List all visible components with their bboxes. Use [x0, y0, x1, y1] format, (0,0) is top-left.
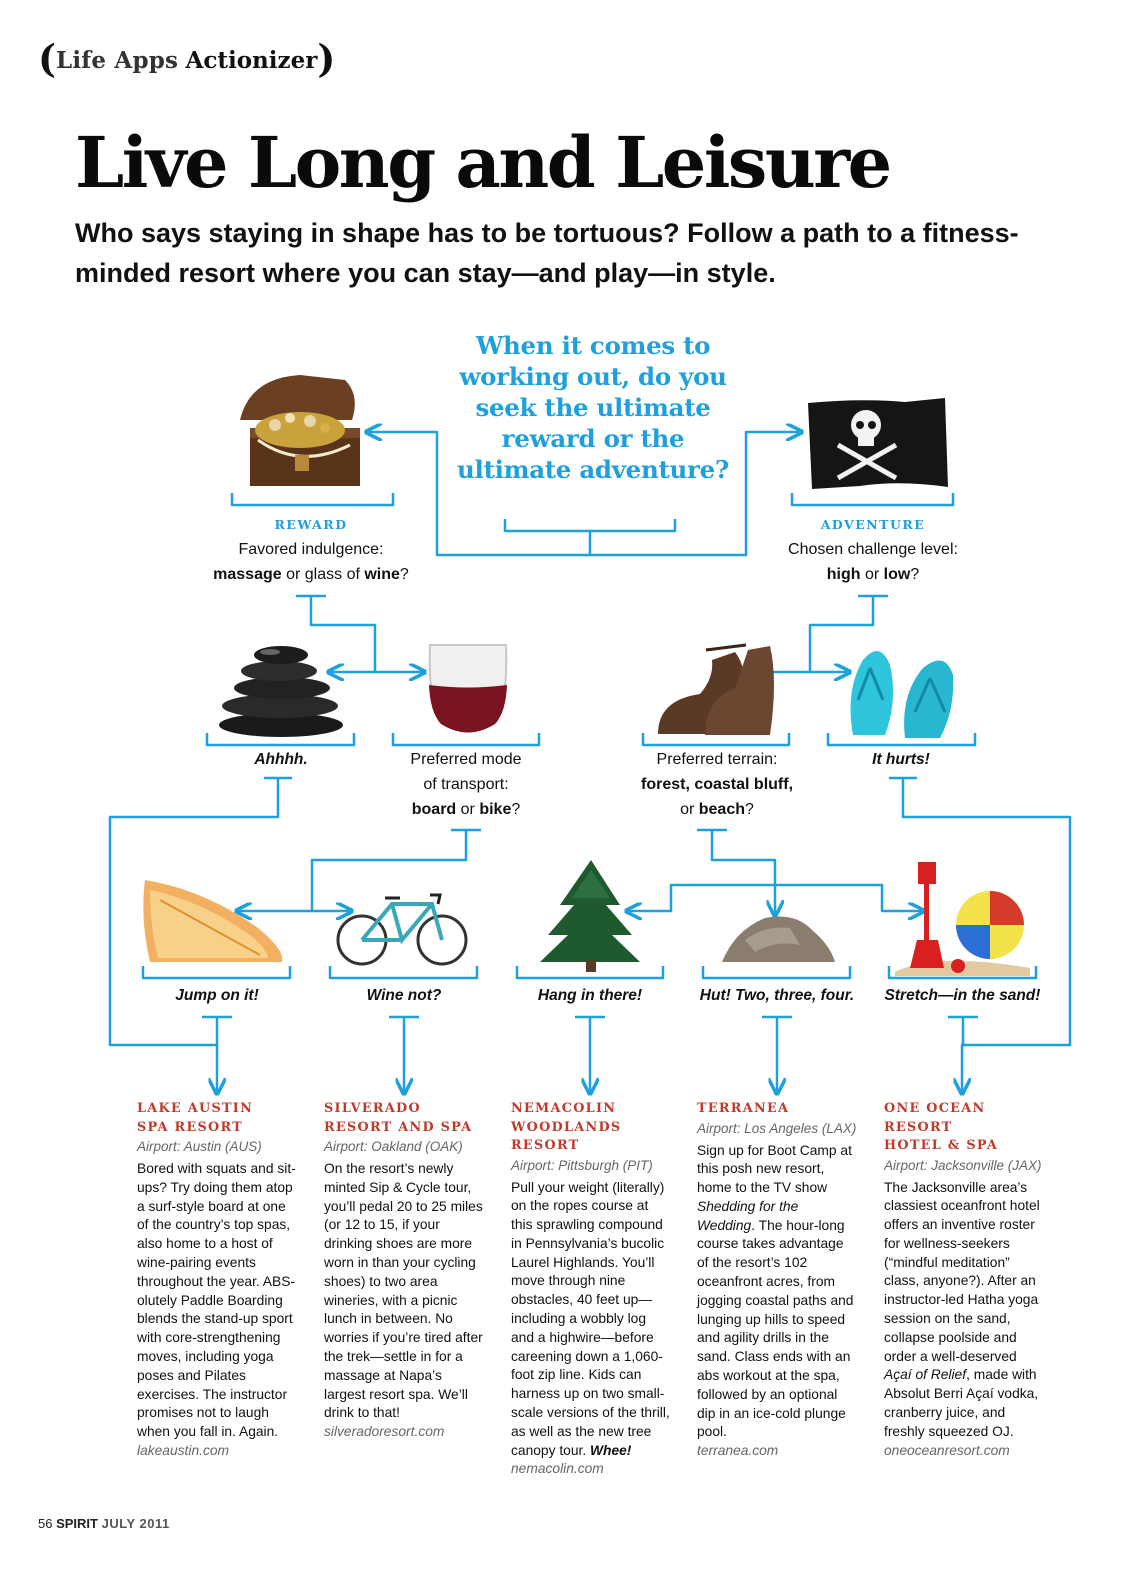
ahhhh-label: Ahhhh.: [254, 751, 308, 768]
surfboard-icon: [143, 880, 282, 962]
bluff-bracket: [703, 966, 850, 978]
connector-bluff-to-terranea: [762, 1017, 792, 1092]
bike-bracket: [330, 966, 477, 978]
wine-bracket: [393, 733, 539, 745]
level3-label-tree: Hang in there!: [537, 987, 643, 1004]
it-hurts-label: It hurts!: [872, 751, 930, 768]
resort-airport: Airport: Oakland (OAK): [324, 1139, 463, 1154]
resort-url[interactable]: silveradoresort.com: [324, 1424, 445, 1440]
page-footer: [38, 1516, 170, 1531]
adventure-category: ADVENTURE: [820, 517, 926, 532]
bracket-left: (: [38, 36, 56, 81]
bicycle-icon: [338, 895, 466, 964]
resort-name: LAKE AUSTIN SPA RESORT: [137, 1101, 254, 1135]
page-number: 56: [38, 1516, 53, 1531]
transport-node: [371, 747, 561, 822]
question-bracket: [505, 519, 675, 531]
connector-bike-to-silverado: [389, 1017, 419, 1092]
terrain-line2: forest, coastal bluff,: [640, 776, 794, 793]
reward-question-line2: massage or glass of wine?: [213, 566, 409, 583]
level3-label-bike: Wine not?: [366, 987, 442, 1004]
level3-label-bluff: Hut! Two, three, four.: [699, 987, 855, 1004]
resort-name: NEMACOLIN WOODLANDS RESORT: [511, 1101, 622, 1153]
resort-url[interactable]: lakeaustin.com: [137, 1442, 230, 1458]
tree-icon: [540, 860, 640, 972]
transport-line1: Preferred mode: [410, 751, 522, 768]
wine-glass-icon: [429, 645, 507, 733]
bracket-right: ): [317, 36, 336, 81]
resort-airport: Airport: Los Angeles (LAX): [697, 1120, 857, 1136]
connector-to-beach: [775, 885, 922, 911]
surf-bracket: [143, 966, 290, 978]
flipflops-icon: [851, 651, 954, 738]
reward-category: REWARD: [274, 517, 348, 532]
resort-airport: Airport: Jacksonville (JAX): [884, 1157, 1042, 1173]
transport-line3: board or bike?: [411, 801, 521, 818]
resort-nemacolin: [511, 1100, 671, 1479]
level3-label-surf: Jump on it!: [175, 987, 259, 1004]
page-subtitle: Who says staying in shape has to be tortuous? Follow a path to a fitness-minded resort where you can stay—and play—in style.: [75, 218, 1019, 288]
stones-icon: [219, 646, 343, 737]
terrain-line1: Preferred terrain:: [656, 751, 778, 768]
adventure-question-line2: high or low?: [826, 566, 920, 583]
adventure-bracket: [792, 493, 953, 505]
resort-description: Sign up for Boot Camp at this posh new resort, home to the TV show Shedding for the Wedding. The hour-long course takes advantage of the resort’s 102 oceanfront acres, from jogging coastal paths and lunging up hills to speed and agility drills in the sand. Class ends with an abs workout at the spa, followed by an optional dip in an ice-cold plunge pool. terranea.com: [697, 1142, 854, 1459]
resort-lake-austin: [137, 1100, 297, 1461]
adventure-question-line1: Chosen challenge level:: [788, 541, 958, 558]
pirate-flag-icon: [808, 398, 948, 489]
resort-description: The Jacksonville area’s classiest oceanfront hotel offers an inventive roster for wellness-seekers (“mindful meditation” class, anyone?). After an instructor-led Hatha yoga session on the sand, collapse poolside and order a well-deserved Açaí of Relief, made with Absolut Berri Açaí vodka, cranberry juice, and freshly squeezed OJ. oneoceanresort.com: [884, 1179, 1040, 1458]
section-label-1: Life Apps: [55, 47, 179, 74]
boots-icon: [658, 645, 774, 735]
connector-to-tree: [628, 830, 775, 911]
terrain-line3: or beach?: [680, 801, 754, 818]
issue-date: JULY 2011: [101, 1516, 170, 1531]
resort-terranea: [697, 1100, 857, 1461]
connector-to-stones: [296, 596, 375, 672]
adventure-node: [742, 512, 1004, 587]
transport-line2: of transport:: [423, 776, 509, 793]
resort-one-ocean: [884, 1100, 1044, 1460]
beach-icon: [895, 862, 1030, 976]
resort-name: ONE OCEAN RESORT HOTEL & SPA: [884, 1101, 999, 1153]
treasure-chest-icon: [240, 375, 360, 486]
connector-surf-tee: [202, 1017, 232, 1045]
page-title: Live Long and Leisure: [75, 121, 890, 204]
section-label-2: Actionizer: [185, 47, 318, 74]
reward-node: [180, 512, 442, 587]
resort-silverado: [324, 1100, 484, 1442]
bluff-icon: [722, 917, 835, 963]
resort-name: TERRANEA: [697, 1101, 790, 1116]
reward-question-line1: Favored indulgence:: [238, 541, 384, 558]
terrain-node: [612, 747, 822, 822]
central-question: When it comes to working out, do you seek the ultimate reward or the ultimate adventure?: [457, 331, 729, 484]
resort-airport: Airport: Pittsburgh (PIT): [511, 1157, 653, 1173]
magazine-name: SPIRIT: [56, 1516, 98, 1531]
resort-url[interactable]: terranea.com: [697, 1443, 779, 1459]
connector-tree-to-nemacolin: [575, 1017, 605, 1092]
resort-name: SILVERADO RESORT AND SPA: [324, 1101, 473, 1135]
level3-label-beach: Stretch—in the sand!: [884, 987, 1041, 1004]
resort-airport: Airport: Austin (AUS): [137, 1139, 262, 1154]
resort-description: Pull your weight (literally) on the ropes course at this sprawling compound in Pennsylvania’s bucolic Laurel Highlands. You’ll move through nine obstacles, 40 feet up—including a wobbly log and a highwire—before careening down a 1,060-foot zip line. Kids can harness up on two small-scale versions of the thrill, as well as the new tree canopy tour. Whee! nemacolin.com: [511, 1179, 670, 1477]
connector-beach-tee: [948, 1017, 978, 1045]
resort-description: Bored with squats and sit-ups? Try doing them atop a surf-style board at one of the country’s top spas, also home to a host of wine-pairing events throughout the year. ABS-olutely Paddle Boarding blends the stand-up sport with core-strengthening moves, including yoga poses and Pilates exercises. The instructor promises not to laugh when you fall in. Again. lakeaustin.com: [137, 1161, 296, 1458]
flipflops-bracket: [828, 733, 975, 745]
resort-url[interactable]: oneoceanresort.com: [884, 1442, 1010, 1458]
resort-description: On the resort’s newly minted Sip & Cycle tour, you’ll pedal 20 to 25 miles (or 12 to 15, if your drinking shoes are more worn in than your cycling shoes) to two area wineries, with a picnic lunch in between. No worries if you’re tired after the trek—settle in for a massage at Napa’s largest resort spa. We’ll drink to that! silveradoresort.com: [324, 1161, 483, 1440]
connector-to-surfboard: [238, 830, 481, 911]
resort-url[interactable]: nemacolin.com: [511, 1461, 604, 1477]
reward-bracket: [232, 493, 393, 505]
